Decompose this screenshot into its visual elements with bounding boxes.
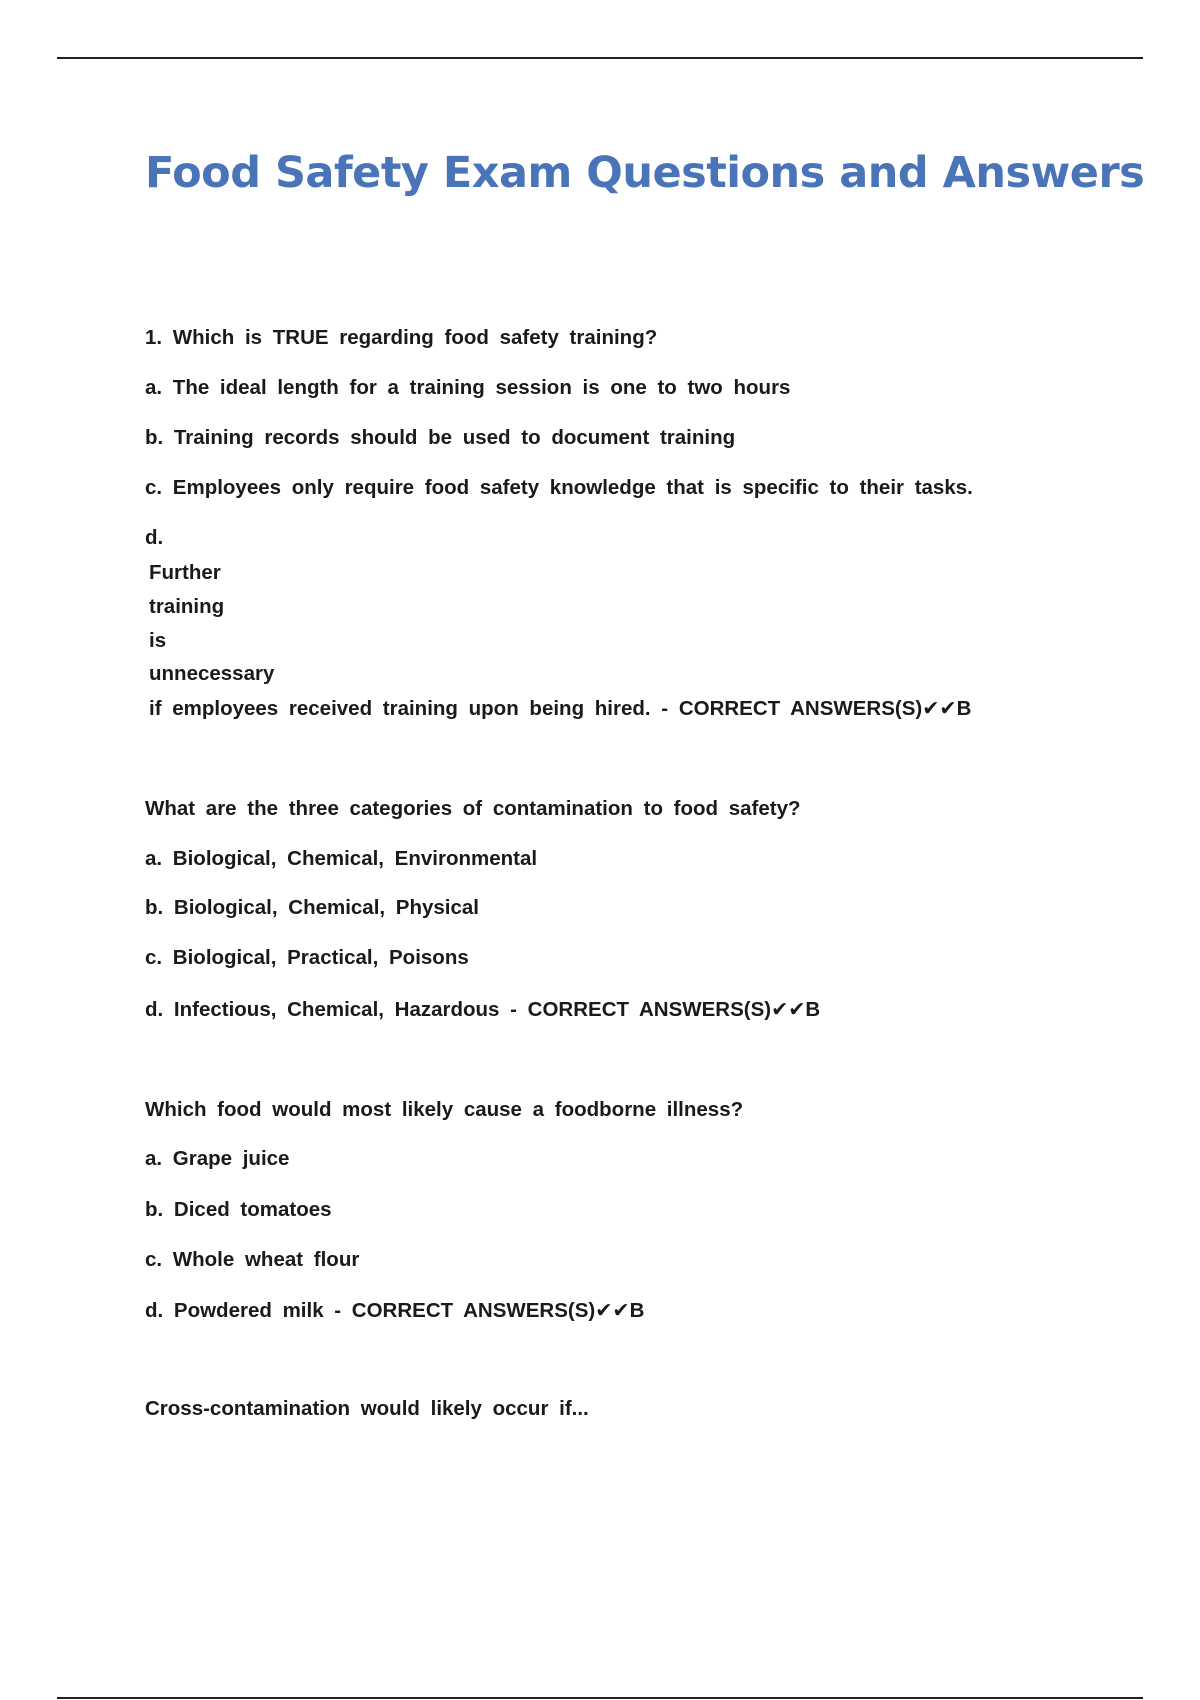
question-1-option-d-line: Further xyxy=(149,561,221,584)
question-2-prompt: What are the three categories of contamination to food safety? xyxy=(145,797,801,820)
question-2-option-a: a. Biological, Chemical, Environmental xyxy=(145,847,538,870)
top-rule xyxy=(57,57,1143,59)
question-3-prompt: Which food would most likely cause a foodborne illness? xyxy=(145,1098,744,1121)
question-3-option-c: c. Whole wheat flour xyxy=(145,1248,360,1271)
question-2-option-c: c. Biological, Practical, Poisons xyxy=(145,946,469,969)
question-3-option-d: d. Powdered milk - CORRECT ANSWERS(S)✔✔B xyxy=(145,1299,645,1322)
question-2-option-d: d. Infectious, Chemical, Hazardous - CORRECT ANSWERS(S)✔✔B xyxy=(145,998,821,1021)
document-title: Food Safety Exam Questions and Answers xyxy=(145,148,1145,198)
question-1-answer-line: if employees received training upon being hired. - CORRECT ANSWERS(S)✔✔B xyxy=(149,697,972,720)
question-2-option-b: b. Biological, Chemical, Physical xyxy=(145,896,479,919)
question-4-prompt: Cross-contamination would likely occur if... xyxy=(145,1397,589,1420)
question-3-option-a: a. Grape juice xyxy=(145,1147,290,1170)
question-1-option-d: d. xyxy=(145,526,164,549)
question-1-option-b: b. Training records should be used to document training xyxy=(145,426,736,449)
question-1-option-a: a. The ideal length for a training session is one to two hours xyxy=(145,376,791,399)
bottom-rule xyxy=(57,1697,1143,1699)
question-1-option-d-line: unnecessary xyxy=(149,662,275,685)
question-3-option-b: b. Diced tomatoes xyxy=(145,1198,332,1221)
question-1-option-c: c. Employees only require food safety knowledge that is specific to their tasks. xyxy=(145,476,973,499)
question-1-option-d-line: training xyxy=(149,595,225,618)
question-1-prompt: 1. Which is TRUE regarding food safety training? xyxy=(145,326,658,349)
question-1-option-d-line: is xyxy=(149,629,167,652)
